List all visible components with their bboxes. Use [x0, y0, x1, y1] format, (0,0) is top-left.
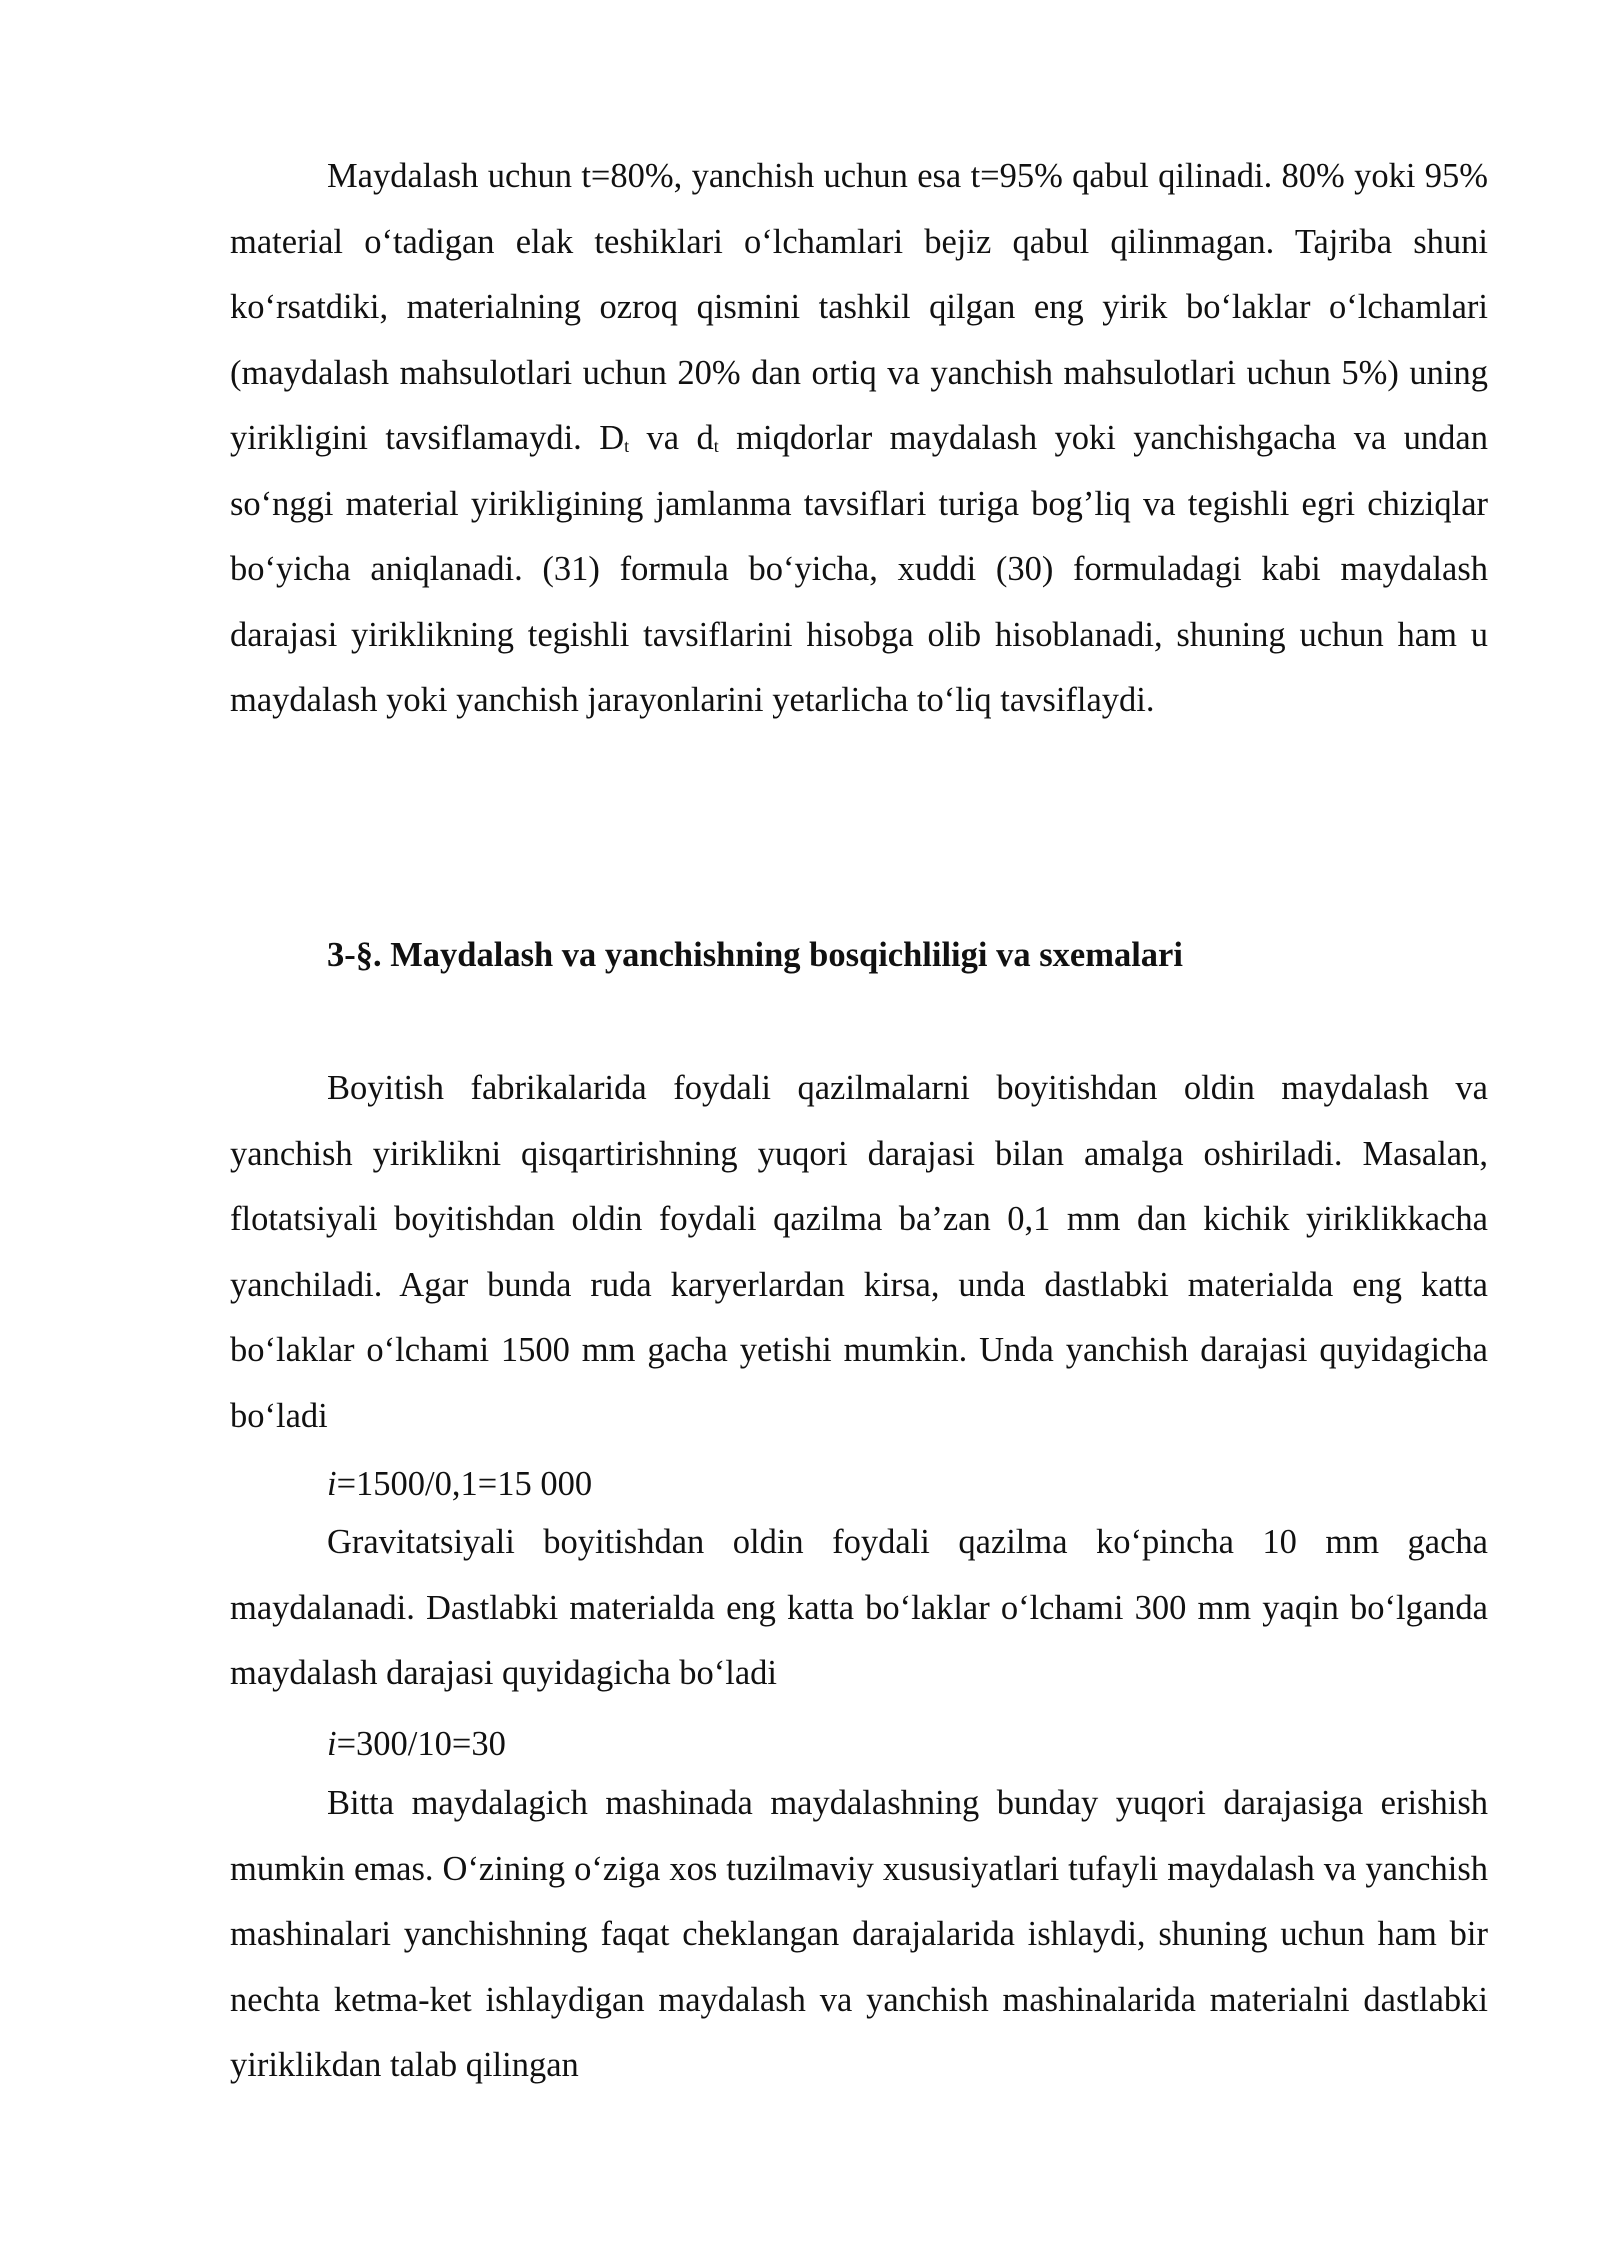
- formula-crushing-degree: [327, 1714, 506, 1774]
- paragraph-flotation-example: Boyitish fabrikalarida foydali qazilmalarni boyitishdan oldin maydalash va yanchish yiriklikni qisqartirishning yuqori darajasi bilan amalga oshiriladi. Masalan, flotatsiyali boyitishdan oldin foydali qazilma ba’zan 0,1 mm dan kichik yiriklikkacha yanchiladi. Agar bunda ruda karyerlardan kirsa, unda dastlabki materialda eng katta bo‘laklar o‘lchami 1500 mm gacha yetishi mumkin. Unda yanchish darajasi quyidagicha bo‘ladi: [230, 1069, 1488, 1435]
- subscript-t-2: t: [713, 436, 719, 456]
- paragraph-1-text-c: miqdorlar maydalash yoki yanchishgacha va undan so‘nggi material yirikligining jamlanma tavsiflari turiga bog’liq va tegishli egri chiziqlar bo‘yicha aniqlanadi. (31) formula bo‘yicha, xuddi (30) formuladagi kabi maydalash darajasi yiriklikning tegishli tavsiflarini hisobga olib hisoblanadi, shuning uchun ham u maydalash yoki yanchish jarayonlarini yetarlicha to‘liq tavsiflaydi.: [230, 419, 1488, 719]
- paragraph-crushing-degree-characteristics: [230, 144, 1488, 734]
- paragraph-machine-limits: Bitta maydalagich mashinada maydalashning bunday yuqori darajasiga erishish mumkin emas. O‘zining o‘ziga xos tuzilmaviy xususiyatlari tufayli maydalash va yanchish mashinalari yanchishning faqat cheklangan darajalarida ishlaydi, shuning uchun ham bir nechta ketma-ket ishlaydigan maydalash va yanchish mashinalarida materialni dastlabki yiriklikdan talab qilingan: [230, 1784, 1488, 2084]
- formula-2-variable: i: [327, 1725, 337, 1763]
- paragraph-1-text-b: va d: [629, 419, 714, 457]
- section-heading: 3-§. Maydalash va yanchishning bosqichliligi va sxemalari: [327, 936, 1183, 974]
- subscript-t-1: t: [624, 436, 630, 456]
- paragraph-gravity-example: Gravitatsiyali boyitishdan oldin foydali qazilma ko‘pincha 10 mm gacha maydalanadi. Dastlabki materialda eng katta bo‘laklar o‘lchami 300 mm yaqin bo‘lganda maydalash darajasi quyidagicha bo‘ladi: [230, 1523, 1488, 1692]
- paragraph-1-text-a: Maydalash uchun t=80%, yanchish uchun esa t=95% qabul qilinadi. 80% yoki 95% material o‘tadigan elak teshiklari o‘lchamlari bejiz qabul qilinmagan. Tajriba shuni ko‘rsatdiki, materialning ozroq qismini tashkil qilgan eng yirik bo‘laklar o‘lchamlari (maydalash mahsulotlari uchun 20% dan ortiq va yanchish mahsulotlari uchun 5%) uning yirikligini tavsiflamaydi. D: [230, 157, 1488, 457]
- formula-grinding-degree: [327, 1454, 592, 1514]
- formula-1-variable: i: [327, 1465, 337, 1503]
- formula-2-expression: =300/10=30: [336, 1725, 506, 1763]
- formula-1-expression: =1500/0,1=15 000: [336, 1465, 593, 1503]
